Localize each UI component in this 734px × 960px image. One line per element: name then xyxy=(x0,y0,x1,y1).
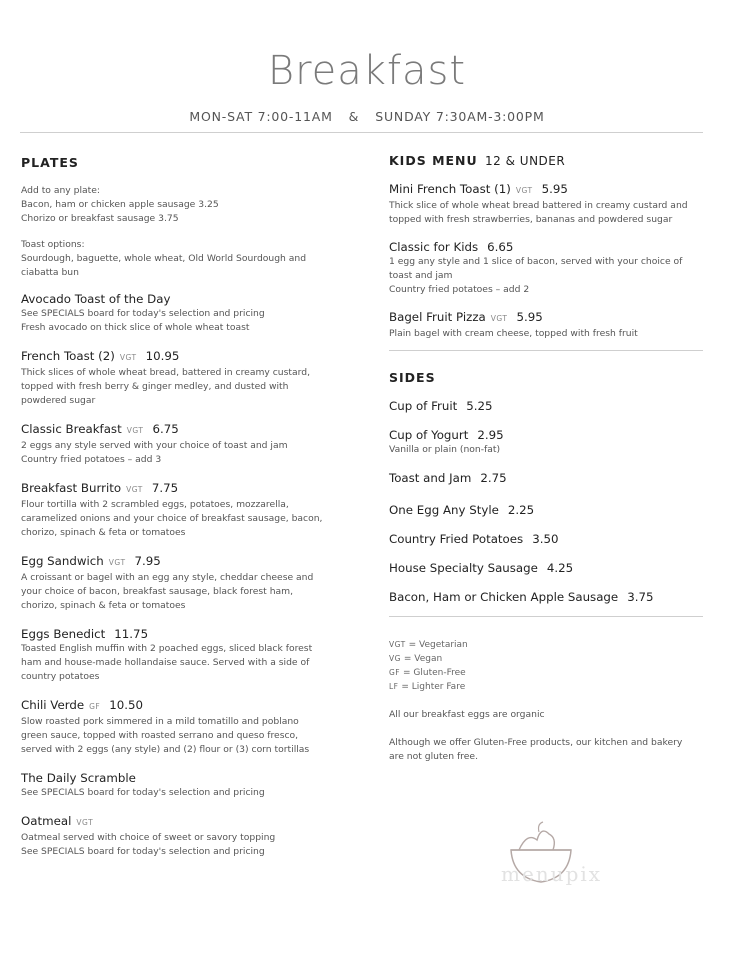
item-name: French Toast (2) xyxy=(21,349,115,363)
item-name: Bacon, Ham or Chicken Apple Sausage xyxy=(389,590,619,604)
side-item-toast-and-jam xyxy=(389,470,709,486)
item-name: Bagel Fruit Pizza xyxy=(389,310,486,324)
note-line: ciabatta bun xyxy=(21,267,79,278)
note-line: Bacon, ham or chicken apple sausage 3.25 xyxy=(21,199,219,210)
item-price: 2.25 xyxy=(507,503,535,517)
desc-line: caramelized onions and your choice of breakfast sausage, bacon, xyxy=(21,513,323,524)
desc-line: served with 2 eggs (any style) and (2) flour or (3) corn tortillas xyxy=(21,744,310,755)
side-item-cup-of-fruit xyxy=(389,398,709,414)
item-description: Vanilla or plain (non-fat) xyxy=(389,444,501,455)
desc-line: Country fried potatoes – add 2 xyxy=(389,284,530,295)
desc-line: Flour tortilla with 2 scrambled eggs, potatoes, mozzarella, xyxy=(21,499,289,510)
add-on-note xyxy=(21,184,361,226)
item-name: Cup of Fruit xyxy=(389,399,458,413)
legend-abbr: VG xyxy=(389,654,401,663)
item-name: Mini French Toast (1) xyxy=(389,182,511,196)
menu-item-bagel-fruit-pizza xyxy=(389,309,709,341)
hours-weekday: MON-SAT 7:00-11AM xyxy=(189,109,333,124)
item-price: 10.50 xyxy=(109,698,144,712)
desc-line: topped with fresh berry & ginger medley, and dusted with xyxy=(21,381,289,392)
item-name: One Egg Any Style xyxy=(389,503,499,517)
item-price: 11.75 xyxy=(114,627,149,641)
item-price: 7.95 xyxy=(134,554,161,568)
plates-heading: PLATES xyxy=(21,155,79,170)
header-divider xyxy=(20,132,703,133)
item-price: 10.95 xyxy=(145,349,180,363)
item-description xyxy=(389,327,709,341)
item-price: 4.25 xyxy=(546,561,574,575)
note-line: Add to any plate: xyxy=(21,185,101,196)
menu-item-classic-for-kids xyxy=(389,239,709,297)
item-name: Avocado Toast of the Day xyxy=(21,292,171,306)
legend-row xyxy=(389,666,709,680)
menu-item-oatmeal xyxy=(21,813,361,859)
dietary-tag: VGT xyxy=(490,314,508,323)
item-name: Chili Verde xyxy=(21,698,85,712)
note-line: Chorizo or breakfast sausage 3.75 xyxy=(21,213,179,224)
desc-line: Fresh avocado on thick slice of whole wheat toast xyxy=(21,322,250,333)
legend-abbr: VGT xyxy=(389,640,406,649)
menu-item-egg-sandwich xyxy=(21,553,361,613)
item-price: 2.95 xyxy=(477,428,504,442)
item-name: House Specialty Sausage xyxy=(389,561,538,575)
item-name: The Daily Scramble xyxy=(21,771,136,785)
item-price: 6.75 xyxy=(152,422,179,436)
desc-line: Country fried potatoes – add 3 xyxy=(21,454,162,465)
section-divider xyxy=(389,350,703,351)
hours-sunday: SUNDAY 7:30AM-3:00PM xyxy=(375,109,545,124)
item-name: Country Fried Potatoes xyxy=(389,532,524,546)
item-description xyxy=(21,642,361,684)
gluten-disclaimer xyxy=(389,736,709,764)
legend-meaning: = Vegan xyxy=(403,654,443,664)
menu-item-french-toast xyxy=(21,348,361,408)
item-name: Classic Breakfast xyxy=(21,422,122,436)
item-name: Oatmeal xyxy=(21,814,72,828)
legend-row xyxy=(389,638,709,652)
dietary-tag: VGT xyxy=(108,558,126,567)
legend-abbr: LF xyxy=(389,682,399,691)
desc-line: 2 eggs any style served with your choice of toast and jam xyxy=(21,440,288,451)
item-name: Egg Sandwich xyxy=(21,554,104,568)
item-price: 5.95 xyxy=(516,310,543,324)
item-price: 5.25 xyxy=(466,399,493,413)
item-description xyxy=(21,786,361,800)
kids-subtitle: 12 & UNDER xyxy=(485,154,566,168)
item-description xyxy=(389,255,709,297)
item-description xyxy=(21,831,361,859)
legend-row xyxy=(389,652,709,666)
menu-item-breakfast-burrito xyxy=(21,480,361,540)
page-title: Breakfast xyxy=(267,48,467,94)
legend-meaning: = Lighter Fare xyxy=(401,682,466,692)
desc-line: Thick slices of whole wheat bread, battered in creamy custard, xyxy=(21,367,311,378)
desc-line: 1 egg any style and 1 slice of bacon, served with your choice of xyxy=(389,256,683,267)
desc-line: your choice of bacon, breakfast sausage, black forest ham, xyxy=(21,586,294,597)
item-description xyxy=(21,439,361,467)
menu-item-chili-verde xyxy=(21,697,361,757)
item-name: Classic for Kids xyxy=(389,240,479,254)
desc-line: country potatoes xyxy=(21,671,100,682)
item-price: 3.75 xyxy=(627,590,654,604)
watermark-text: menupix xyxy=(501,862,603,886)
legend-meaning: = Gluten-Free xyxy=(403,668,466,678)
desc-line: Slow roasted pork simmered in a mild tomatillo and poblano xyxy=(21,716,299,727)
desc-line: A croissant or bagel with an egg any style, cheddar cheese and xyxy=(21,572,314,583)
desc-line: topped with fresh strawberries, bananas and powdered sugar xyxy=(389,214,673,225)
dietary-tag: VGT xyxy=(126,485,143,494)
item-description xyxy=(21,715,361,757)
dietary-tag: VGT xyxy=(515,186,533,195)
item-description xyxy=(21,366,361,408)
desc-line: ham and house-made hollandaise sauce. Served with a side of xyxy=(21,657,310,668)
desc-line: Plain bagel with cream cheese, topped with fresh fruit xyxy=(389,328,638,339)
desc-line: See SPECIALS board for today's selection and pricing xyxy=(21,846,265,857)
desc-line: powdered sugar xyxy=(21,395,96,406)
disclaimer-line: are not gluten free. xyxy=(389,751,478,762)
menu-item-avocado-toast xyxy=(21,291,361,335)
right-column xyxy=(389,150,709,764)
menu-item-eggs-benedict xyxy=(21,626,361,684)
legend-abbr: GF xyxy=(389,668,401,677)
dietary-tag: VGT xyxy=(76,818,94,827)
dietary-legend xyxy=(389,638,709,694)
side-item-country-fried-potatoes xyxy=(389,531,709,547)
item-name: Breakfast Burrito xyxy=(21,481,122,495)
item-description xyxy=(21,307,361,335)
dietary-tag: GF xyxy=(89,702,101,711)
item-price: 3.50 xyxy=(532,532,559,546)
menu-item-daily-scramble xyxy=(21,770,361,800)
desc-line: green sauce, topped with roasted serrano and queso fresco, xyxy=(21,730,299,741)
desc-line: toast and jam xyxy=(389,270,453,281)
hours-line xyxy=(0,109,734,124)
desc-line: Oatmeal served with choice of sweet or savory topping xyxy=(21,832,276,843)
plates-section xyxy=(21,150,361,859)
item-description xyxy=(21,571,361,613)
menu-item-mini-french-toast xyxy=(389,181,709,227)
item-price: 2.75 xyxy=(480,471,507,485)
note-line: Sourdough, baguette, whole wheat, Old World Sourdough and xyxy=(21,253,307,264)
desc-line: See SPECIALS board for today's selection and pricing xyxy=(21,308,265,319)
toast-options-note xyxy=(21,238,361,280)
organic-eggs-note: All our breakfast eggs are organic xyxy=(389,709,545,720)
kids-menu-heading xyxy=(389,153,709,168)
side-item-bacon-ham-sausage xyxy=(389,589,709,605)
hours-separator: & xyxy=(348,109,360,124)
legend-row xyxy=(389,680,709,694)
desc-line: Thick slice of whole wheat bread battered in creamy custard and xyxy=(389,200,688,211)
desc-line: Toasted English muffin with 2 poached eggs, sliced black forest xyxy=(21,643,313,654)
desc-line: chorizo, spinach & feta or tomatoes xyxy=(21,527,186,538)
item-price: 7.75 xyxy=(151,481,179,495)
side-item-house-sausage xyxy=(389,560,709,576)
item-price: 5.95 xyxy=(541,182,568,196)
item-price: 6.65 xyxy=(487,240,514,254)
item-name: Eggs Benedict xyxy=(21,627,106,641)
item-name: Cup of Yogurt xyxy=(389,428,469,442)
kids-title: KIDS MENU xyxy=(389,153,478,168)
dietary-tag: VGT xyxy=(119,353,137,362)
desc-line: chorizo, spinach & feta or tomatoes xyxy=(21,600,186,611)
section-divider xyxy=(389,616,703,617)
legend-meaning: = Vegetarian xyxy=(408,640,468,650)
dietary-tag: VGT xyxy=(126,426,144,435)
item-name: Toast and Jam xyxy=(389,471,472,485)
note-line: Toast options: xyxy=(21,239,85,250)
sides-heading: SIDES xyxy=(389,370,436,385)
item-description xyxy=(389,199,709,227)
item-description xyxy=(21,498,361,540)
side-item-cup-of-yogurt xyxy=(389,427,709,457)
desc-line: See SPECIALS board for today's selection and pricing xyxy=(21,787,265,798)
side-item-one-egg xyxy=(389,502,709,518)
menu-item-classic-breakfast xyxy=(21,421,361,467)
disclaimer-line: Although we offer Gluten-Free products, our kitchen and bakery xyxy=(389,737,683,748)
